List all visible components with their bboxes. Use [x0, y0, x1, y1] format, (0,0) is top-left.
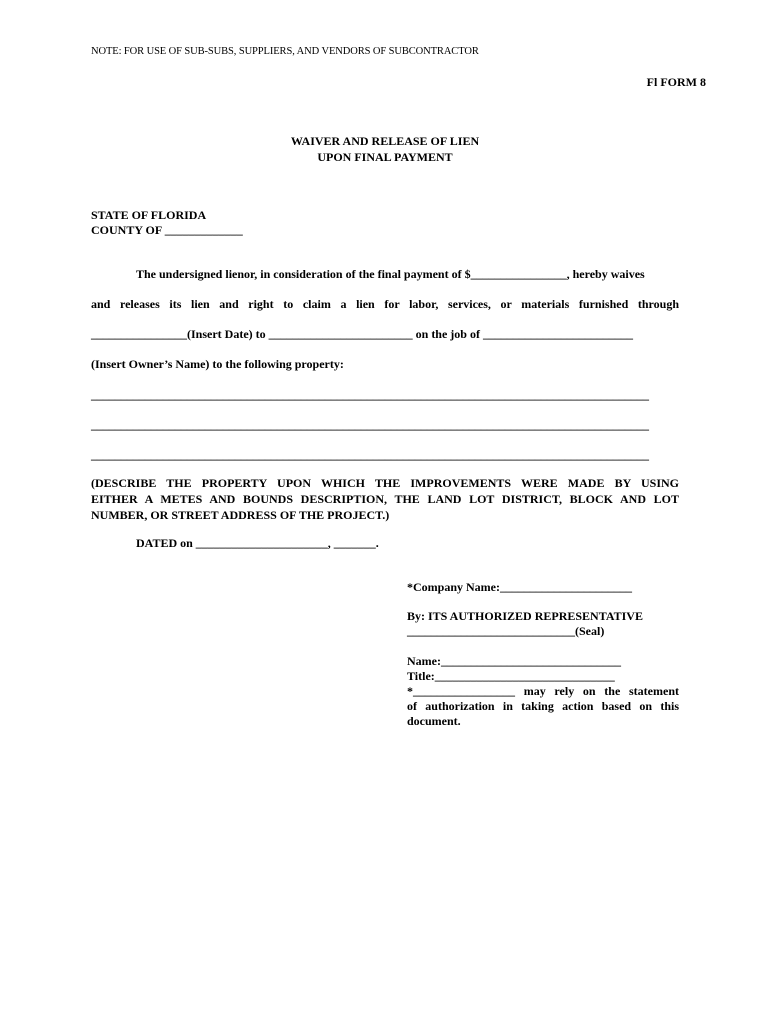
authorization-note-line: document. [407, 714, 461, 728]
property-description-instructions [91, 475, 679, 523]
title-field[interactable]: Title:______________________________ [407, 669, 615, 683]
payment-amount-line[interactable]: The undersigned lienor, in consideration of the final payment of $________________, hereby waives [136, 267, 645, 281]
dated-field[interactable]: DATED on ______________________, _______. [136, 536, 379, 550]
property-description-line-2[interactable]: _____________________________________________________________________________________________ [91, 418, 649, 432]
seal-signature-line[interactable]: ____________________________(Seal) [407, 624, 605, 638]
authorization-note [407, 684, 679, 729]
company-name-field[interactable]: *Company Name:______________________ [407, 580, 632, 594]
document-title: WAIVER AND RELEASE OF LIEN [290, 134, 480, 148]
instruction-line: (DESCRIBE THE PROPERTY UPON WHICH THE IMPROVEMENTS WERE MADE BY USING [91, 476, 679, 490]
form-usage-note: NOTE: FOR USE OF SUB-SUBS, SUPPLIERS, AND VENDORS OF SUBCONTRACTOR [91, 46, 479, 57]
name-field[interactable]: Name:______________________________ [407, 654, 621, 668]
instruction-line: EITHER A METES AND BOUNDS DESCRIPTION, THE LAND LOT DISTRICT, BLOCK AND LOT [91, 492, 679, 506]
state-label: STATE OF FLORIDA [91, 208, 207, 222]
property-description-line-1[interactable]: _____________________________________________________________________________________________ [91, 388, 649, 402]
property-description-line-3[interactable]: _____________________________________________________________________________________________ [91, 448, 649, 462]
authorization-note-line: *_________________ may rely on the statement [407, 684, 679, 698]
authorization-note-line: of authorization in taking action based on this [407, 699, 679, 713]
instruction-line: NUMBER, OR STREET ADDRESS OF THE PROJECT.) [91, 508, 390, 522]
form-number: Fl FORM 8 [646, 75, 706, 89]
document-subtitle: UPON FINAL PAYMENT [317, 150, 453, 164]
representative-label: By: ITS AUTHORIZED REPRESENTATIVE [407, 609, 643, 623]
release-statement-line: and releases its lien and right to claim a lien for labor, services, or materials furnished through [91, 297, 679, 311]
property-intro-line: (Insert Owner’s Name) to the following property: [91, 357, 344, 371]
date-owner-job-line[interactable]: ________________(Insert Date) to ________________________ on the job of _________________________ [91, 327, 633, 341]
county-field[interactable]: COUNTY OF _____________ [91, 223, 243, 237]
